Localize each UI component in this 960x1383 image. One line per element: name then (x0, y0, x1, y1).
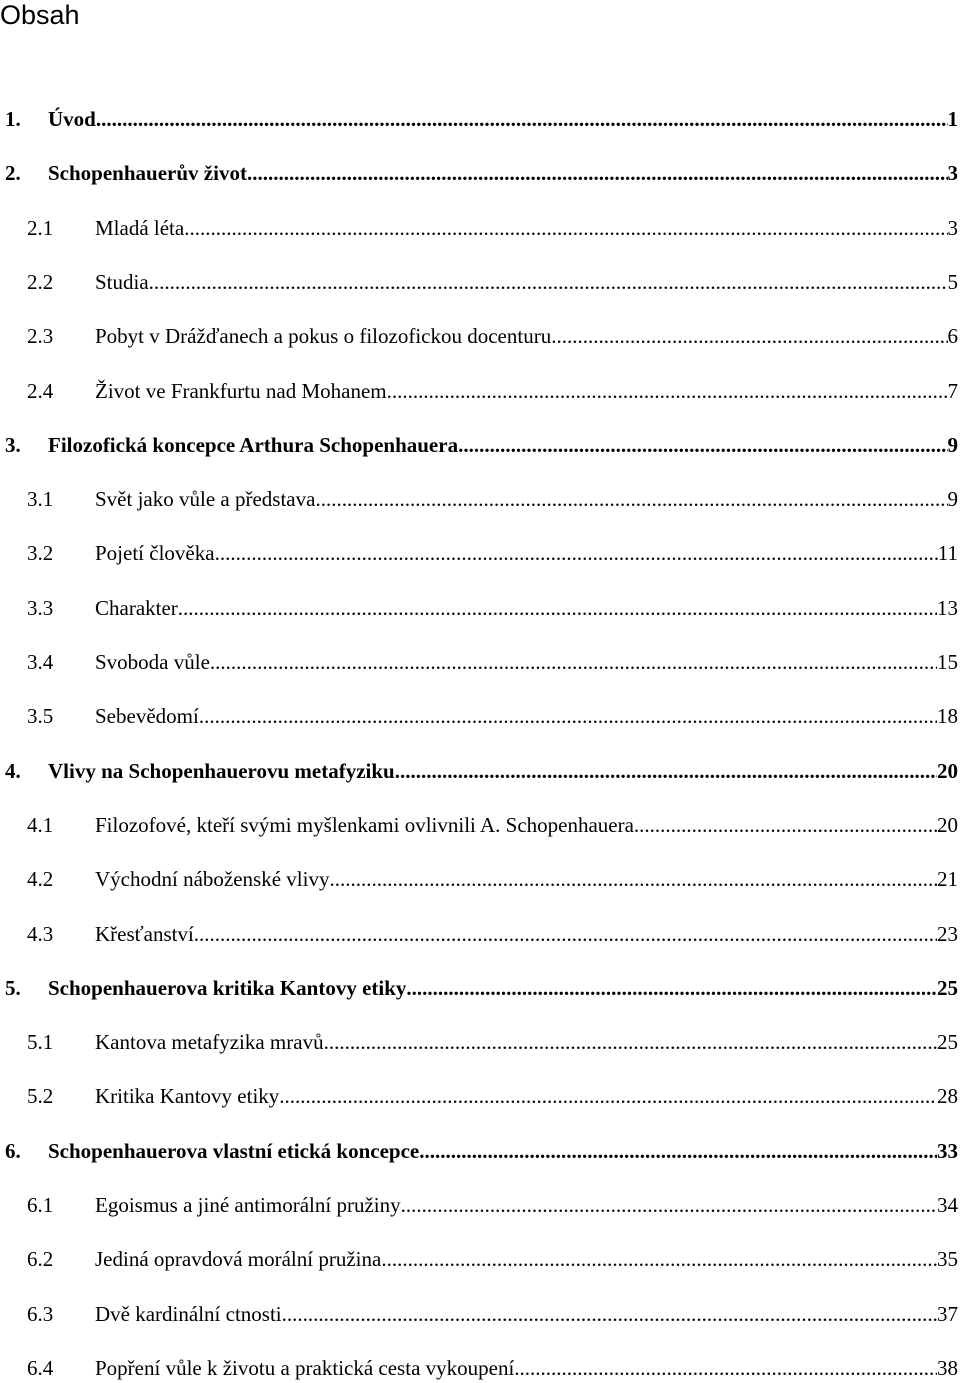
toc-entry-number: 3.2 (27, 541, 54, 565)
toc-entry-body (95, 701, 958, 731)
toc-entry-page-number: 25 (937, 1030, 958, 1054)
toc-entry-number: 4. (5, 759, 21, 783)
toc-entry-number: 4.1 (27, 813, 54, 837)
toc-entry-page-number: 9 (947, 433, 958, 457)
toc-entry-page-number: 25 (937, 976, 958, 1000)
toc-entry[interactable] (0, 593, 958, 623)
toc-entry-body (48, 104, 958, 134)
dot-leader (149, 267, 948, 297)
dot-leader (406, 973, 937, 1003)
toc-entry-title: Pobyt v Drážďanech a pokus o filozofickou docenturu (95, 324, 552, 348)
toc-entry-title: Pojetí člověka (95, 541, 215, 565)
toc-entry-body (95, 484, 958, 514)
toc-entry-number: 3.4 (27, 650, 54, 674)
dot-leader (395, 756, 937, 786)
toc-entry-page-number: 13 (937, 596, 958, 620)
toc-entry[interactable] (0, 1244, 958, 1274)
toc-entry-title: Jediná opravdová morální pružina (95, 1247, 382, 1271)
toc-entry-number: 3.3 (27, 596, 54, 620)
toc-entry-title: Úvod (48, 107, 96, 131)
toc-entry-page-number: 3 (947, 161, 958, 185)
dot-leader (96, 104, 948, 134)
toc-entry-number: 6.2 (27, 1247, 54, 1271)
toc-entry-title: Popření vůle k životu a praktická cesta vykoupení (95, 1356, 515, 1380)
toc-entry-page-number: 18 (937, 704, 958, 728)
toc-entry[interactable] (0, 1081, 958, 1111)
dot-leader (401, 1190, 937, 1220)
toc-entry-title: Studia (95, 270, 149, 294)
toc-entry-title: Svět jako vůle a představa (95, 487, 316, 511)
toc-entry-page-number: 21 (937, 867, 958, 891)
toc-entry-page-number: 5 (947, 270, 958, 294)
toc-entry-body (95, 647, 958, 677)
toc-entry[interactable] (0, 538, 958, 568)
toc-entry-body (95, 1244, 958, 1274)
toc-entry-body (95, 593, 958, 623)
dot-leader (387, 376, 948, 406)
dot-leader (381, 1244, 937, 1274)
dot-leader (247, 158, 948, 188)
toc-entry-number: 2.2 (27, 270, 54, 294)
dot-leader (329, 864, 937, 894)
toc-entry[interactable] (0, 213, 958, 243)
toc-entry-number: 2. (5, 161, 21, 185)
dot-leader (215, 538, 938, 568)
toc-entry[interactable] (0, 919, 958, 949)
toc-entry[interactable] (0, 1190, 958, 1220)
toc-entry[interactable] (0, 1353, 958, 1383)
toc-entry-title: Egoismus a jiné antimorální pružiny (95, 1193, 401, 1217)
dot-leader (324, 1027, 937, 1057)
dot-leader (514, 1353, 937, 1383)
toc-entry-number: 2.4 (27, 379, 54, 403)
dot-leader (210, 647, 937, 677)
toc-entry-page-number: 9 (947, 487, 958, 511)
toc-entry-body (95, 919, 958, 949)
toc-entry-title: Filozofická koncepce Arthura Schopenhauera (48, 433, 459, 457)
toc-entry-page-number: 35 (937, 1247, 958, 1271)
dot-leader (551, 321, 947, 351)
toc-entry-body (95, 321, 958, 351)
toc-entry[interactable] (0, 864, 958, 894)
page-title: Obsah (0, 0, 80, 30)
toc-entry-number: 6. (5, 1139, 21, 1163)
toc-entry-page-number: 23 (937, 922, 958, 946)
toc-entry[interactable] (0, 158, 958, 188)
toc-entry-body (95, 1299, 958, 1329)
toc-entry-page-number: 11 (937, 541, 958, 565)
toc-entry-number: 3.5 (27, 704, 54, 728)
toc-entry-page-number: 20 (937, 759, 958, 783)
dot-leader (634, 810, 937, 840)
toc-entry-page-number: 6 (947, 324, 958, 348)
dot-leader (194, 919, 937, 949)
toc-entry[interactable] (0, 1299, 958, 1329)
toc-entry[interactable] (0, 430, 958, 460)
toc-entry-page-number: 15 (937, 650, 958, 674)
dot-leader (279, 1081, 937, 1111)
toc-entry-number: 3.1 (27, 487, 54, 511)
toc-entry-title: Svoboda vůle (95, 650, 210, 674)
toc-entry-body (95, 213, 958, 243)
toc-entry-body (95, 864, 958, 894)
toc-entry-page-number: 3 (947, 216, 958, 240)
toc-entry-body (95, 1190, 958, 1220)
toc-entry[interactable] (0, 756, 958, 786)
toc-entry-page-number: 28 (937, 1084, 958, 1108)
toc-entry-title: Dvě kardinální ctnosti (95, 1302, 282, 1326)
toc-entry-number: 2.3 (27, 324, 54, 348)
toc-entry-number: 2.1 (27, 216, 54, 240)
toc-entry-page-number: 1 (947, 107, 958, 131)
toc-entry-number: 4.3 (27, 922, 54, 946)
toc-entry[interactable] (0, 701, 958, 731)
toc-entry-page-number: 38 (937, 1356, 958, 1380)
toc-entry-title: Křesťanství (95, 922, 194, 946)
toc-entry[interactable] (0, 267, 958, 297)
toc-entry[interactable] (0, 484, 958, 514)
toc-entry-body (95, 267, 958, 297)
toc-entry-body (95, 538, 958, 568)
toc-entry-number: 6.1 (27, 1193, 54, 1217)
toc-entry[interactable] (0, 104, 958, 134)
toc-entry-body (95, 1027, 958, 1057)
dot-leader (315, 484, 947, 514)
toc-entry-title: Život ve Frankfurtu nad Mohanem (95, 379, 387, 403)
toc-entry-page-number: 37 (937, 1302, 958, 1326)
toc-entry-title: Schopenhauerova vlastní etická koncepce (48, 1139, 420, 1163)
toc-entry-title: Sebevědomí (95, 704, 199, 728)
toc-entry-title: Charakter (95, 596, 178, 620)
toc-entry-number: 5. (5, 976, 21, 1000)
toc-entry[interactable] (0, 1136, 958, 1166)
toc-entry-number: 6.3 (27, 1302, 54, 1326)
toc-entry-number: 1. (5, 107, 21, 131)
toc-entry[interactable] (0, 376, 958, 406)
toc-entry-title: Filozofové, kteří svými myšlenkami ovlivnili A. Schopenhauera (95, 813, 634, 837)
toc-entry[interactable] (0, 321, 958, 351)
dot-leader (184, 213, 947, 243)
toc-entry-body (48, 158, 958, 188)
toc-entry-title: Mladá léta (95, 216, 185, 240)
toc-entry-title: Schopenhauerův život (48, 161, 247, 185)
dot-leader (419, 1136, 937, 1166)
toc-entry-body (48, 973, 958, 1003)
toc-entry-body (48, 1136, 958, 1166)
toc-entry-number: 4.2 (27, 867, 54, 891)
dot-leader (282, 1299, 937, 1329)
toc-entry-body (95, 810, 958, 840)
toc-entry-title: Kritika Kantovy etiky (95, 1084, 280, 1108)
toc-entry[interactable] (0, 973, 958, 1003)
toc-entry-number: 5.1 (27, 1030, 54, 1054)
toc-entry-title: Vlivy na Schopenhauerovu metafyziku (48, 759, 395, 783)
toc-entry-title: Schopenhauerova kritika Kantovy etiky (48, 976, 407, 1000)
toc-entry[interactable] (0, 1027, 958, 1057)
dot-leader (458, 430, 947, 460)
toc-entry[interactable] (0, 810, 958, 840)
toc-entry-title: Východní náboženské vlivy (95, 867, 330, 891)
toc-entry-body (95, 1081, 958, 1111)
toc-entry-body (48, 756, 958, 786)
toc-entry-page-number: 7 (947, 379, 958, 403)
toc-entry-number: 5.2 (27, 1084, 54, 1108)
toc-entry-body (48, 430, 958, 460)
dot-leader (199, 701, 937, 731)
toc-entry-page-number: 33 (937, 1139, 958, 1163)
toc-entry-page-number: 20 (937, 813, 958, 837)
toc-entry[interactable] (0, 647, 958, 677)
toc-entry-title: Kantova metafyzika mravů (95, 1030, 324, 1054)
toc-entry-body (95, 376, 958, 406)
toc-entry-body (95, 1353, 958, 1383)
toc-entry-page-number: 34 (937, 1193, 958, 1217)
toc-entry-number: 3. (5, 433, 21, 457)
dot-leader (178, 593, 937, 623)
toc-entry-number: 6.4 (27, 1356, 54, 1380)
